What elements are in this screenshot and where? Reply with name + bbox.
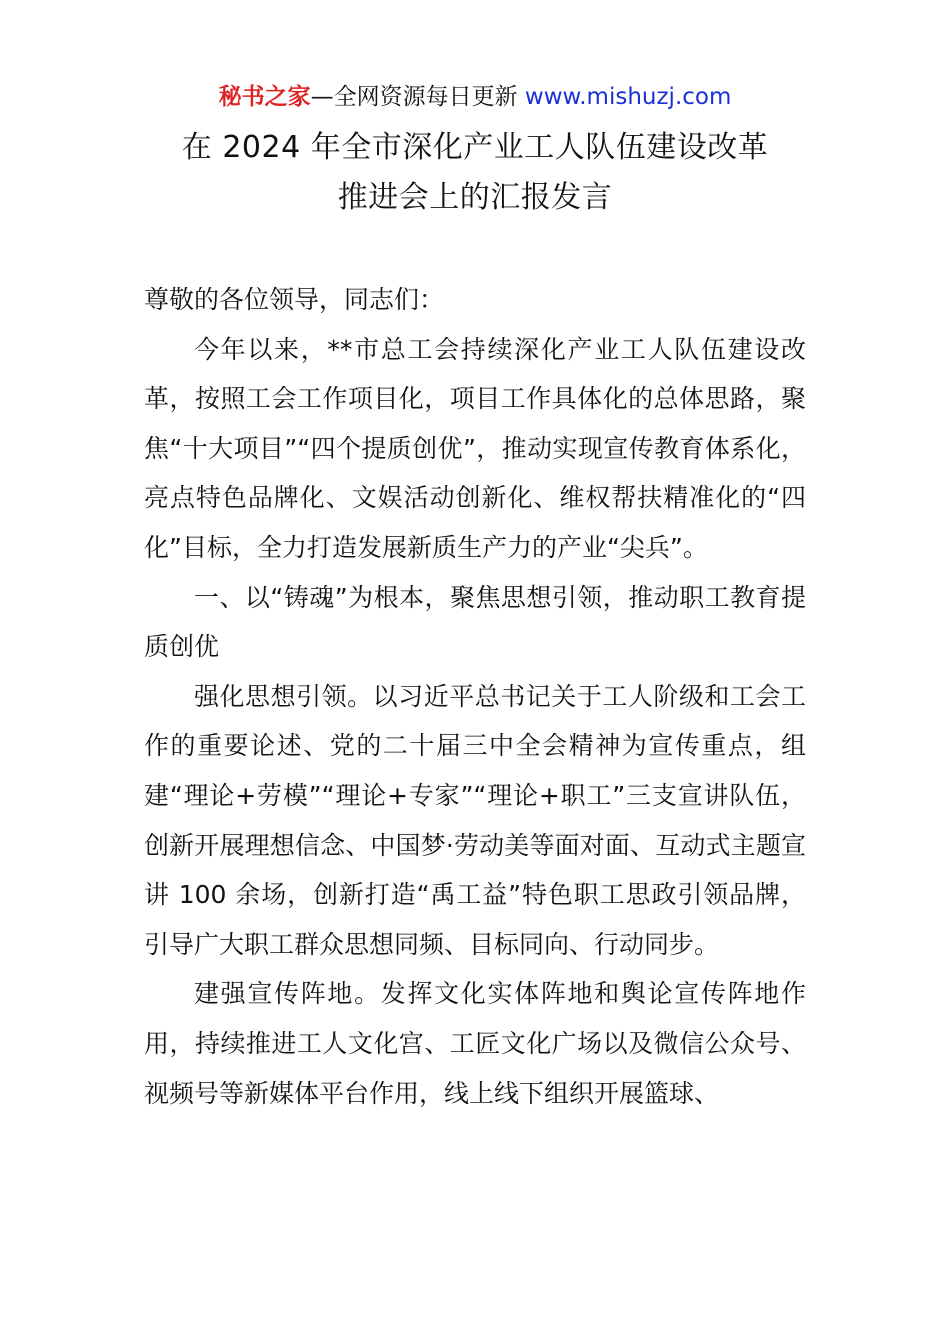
- document-body: [144, 275, 806, 1118]
- paragraph-intro: 今年以来，**市总工会持续深化产业工人队伍建设改革，按照工会工作项目化，项目工作具体化的总体思路，聚焦“十大项目”“四个提质创优”，推动实现宣传教育体系化，亮点特色品牌化、文娱活动创新化、维权帮扶精准化的“四化”目标，全力打造发展新质生产力的产业“尖兵”。: [144, 334, 806, 562]
- site-header: [0, 80, 950, 114]
- paragraph-ideological-guidance: 强化思想引领。以习近平总书记关于工人阶级和工会工作的重要论述、党的二十届三中全会精神为宣传重点，组建“理论+劳模”“理论+专家”“理论+职工”三支宣讲队伍，创新开展理想信念、中国梦·劳动美等面对面、互动式主题宣讲 100 余场，创新打造“禹工益”特色职工思政引领品牌，引导广大职工群众思想同频、目标同向、行动同步。: [144, 681, 806, 959]
- site-brand: 秘书之家: [218, 84, 311, 110]
- section-heading-1: 一、以“铸魂”为根本，聚焦思想引领，推动职工教育提质创优: [144, 582, 806, 662]
- site-url-link[interactable]: www.mishuzj.com: [524, 84, 732, 110]
- paragraph-publicity-positions: 建强宣传阵地。发挥文化实体阵地和舆论宣传阵地作用，持续推进工人文化宫、工匠文化广场以及微信公众号、视频号等新媒体平台作用，线上线下组织开展篮球、: [144, 979, 806, 1108]
- site-tagline: —全网资源每日更新: [310, 84, 525, 110]
- document-title-line-1: 在 2024 年全市深化产业工人队伍建设改革: [181, 130, 769, 165]
- salutation: 尊敬的各位领导，同志们：: [144, 285, 445, 314]
- document-title-line-2: 推进会上的汇报发言: [337, 180, 613, 215]
